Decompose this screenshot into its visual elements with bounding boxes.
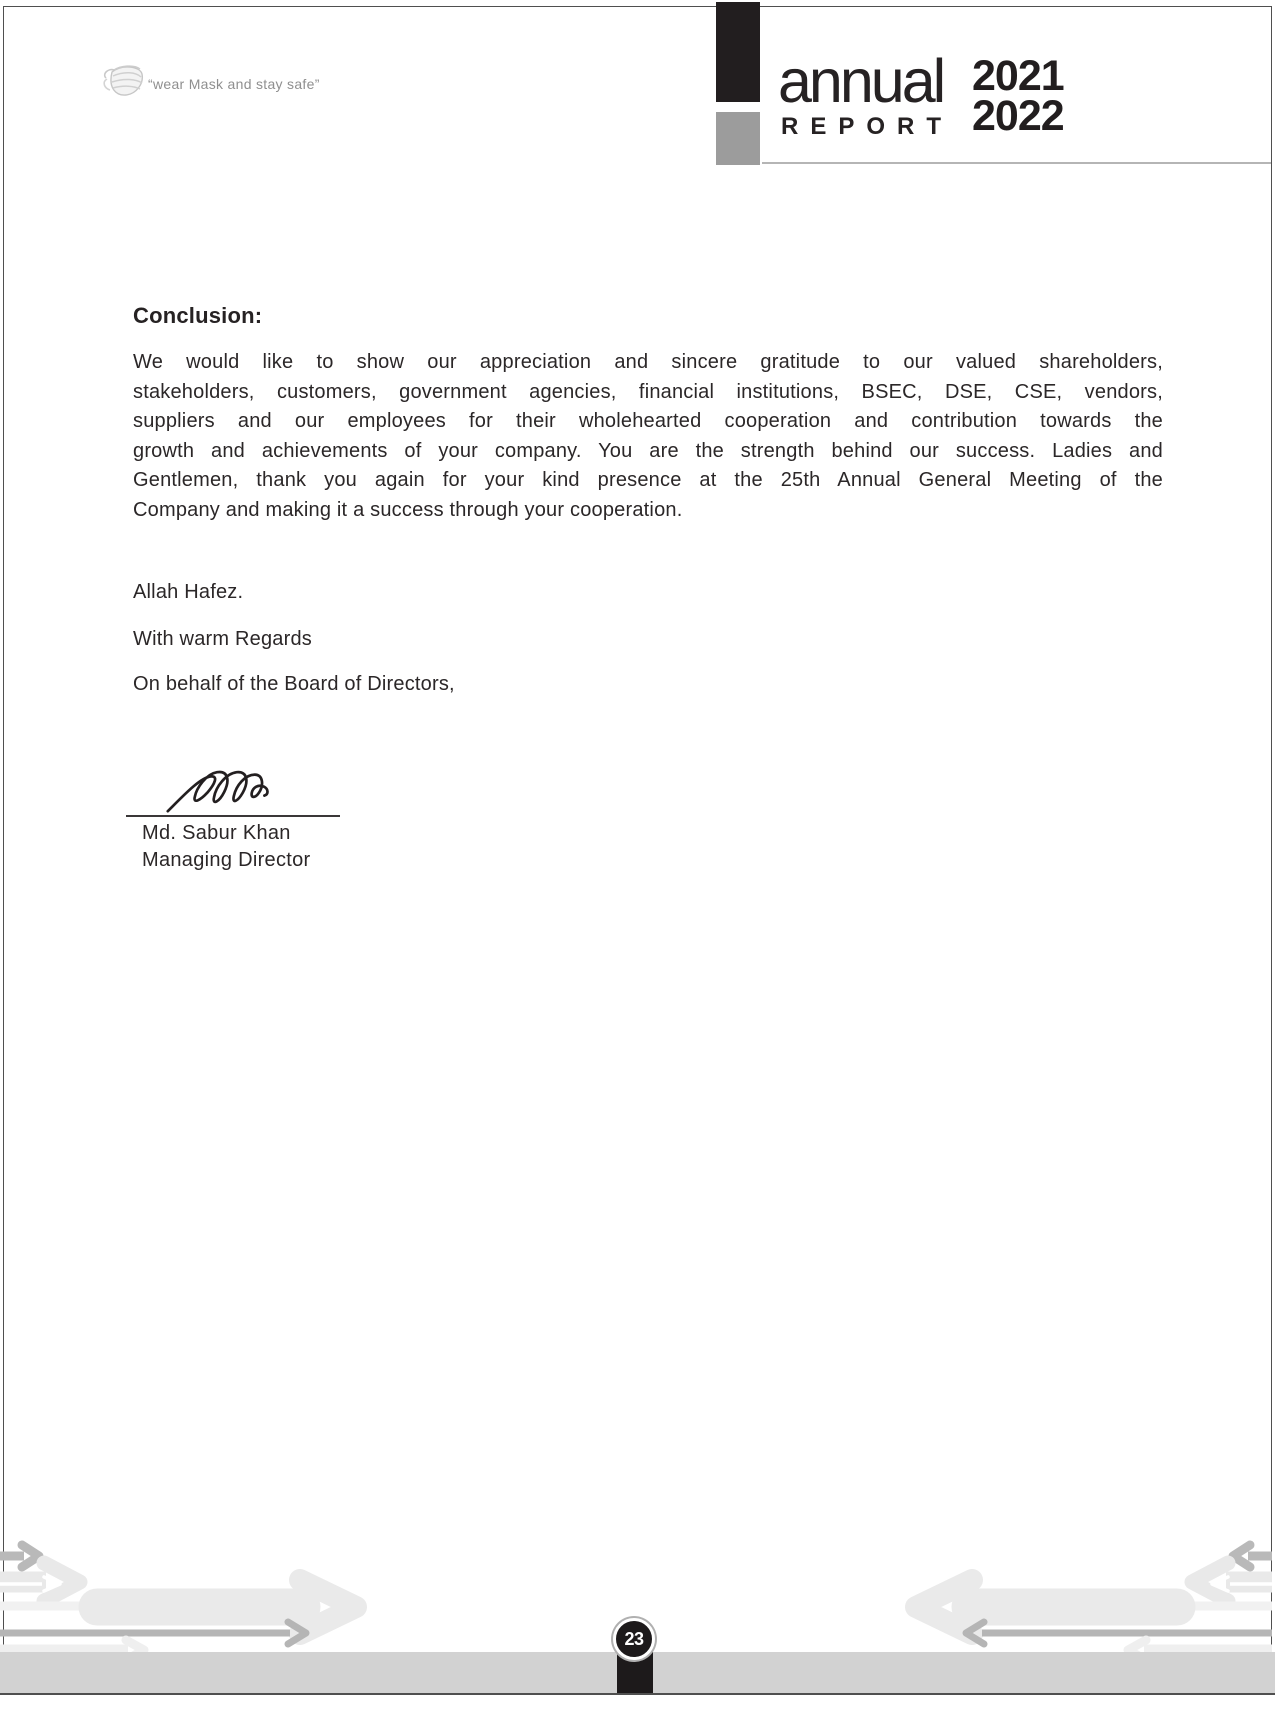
logo-annual-word: annual [778,47,944,115]
paragraph-line: Gentlemen, thank you again for your kind presence at the 25th Annual General Meeting of the [133,469,1163,491]
face-mask-icon [100,60,148,102]
logo-year-bottom: 2022 [972,92,1064,140]
logo-report-word: REPORT [781,113,954,140]
logo-years [972,52,1064,140]
page-number-badge [613,1618,655,1660]
logo-black-block [716,2,760,102]
paragraph-line: growth and achievements of your company. You are the strength behind our success. Ladies and [133,439,1163,462]
signatory-name: Md. Sabur Khan [142,822,291,844]
section-heading: Conclusion: [133,303,263,328]
footer-bottom-line [0,1693,1275,1695]
signature-line [126,815,340,817]
paragraph-line: Company and making it a success through your cooperation. [133,498,683,521]
page-number: 23 [624,1628,644,1649]
arrow-decoration-left [0,1545,356,1660]
paragraph-line: suppliers and our employees for their wholehearted cooperation and contribution towards the [133,410,1163,432]
mask-note-text: “wear Mask and stay safe” [148,76,320,92]
closing-on-behalf: On behalf of the Board of Directors, [133,673,455,695]
logo-gray-block [716,112,760,165]
conclusion-paragraph [133,348,1163,525]
paragraph-line: stakeholders, customers, government agencies, financial institutions, BSEC, DSE, CSE, vendors, [133,380,1163,403]
signature-image [160,768,310,816]
closing-allah-hafez: Allah Hafez. [133,581,244,603]
arrow-decoration-right [916,1545,1272,1660]
paragraph-line: We would like to show our appreciation and sincere gratitude to our valued shareholders, [133,351,1163,373]
signatory-title: Managing Director [142,849,311,871]
logo-year-top: 2021 [972,52,1064,100]
header-underline [762,162,1271,164]
closing-warm-regards: With warm Regards [133,628,312,650]
